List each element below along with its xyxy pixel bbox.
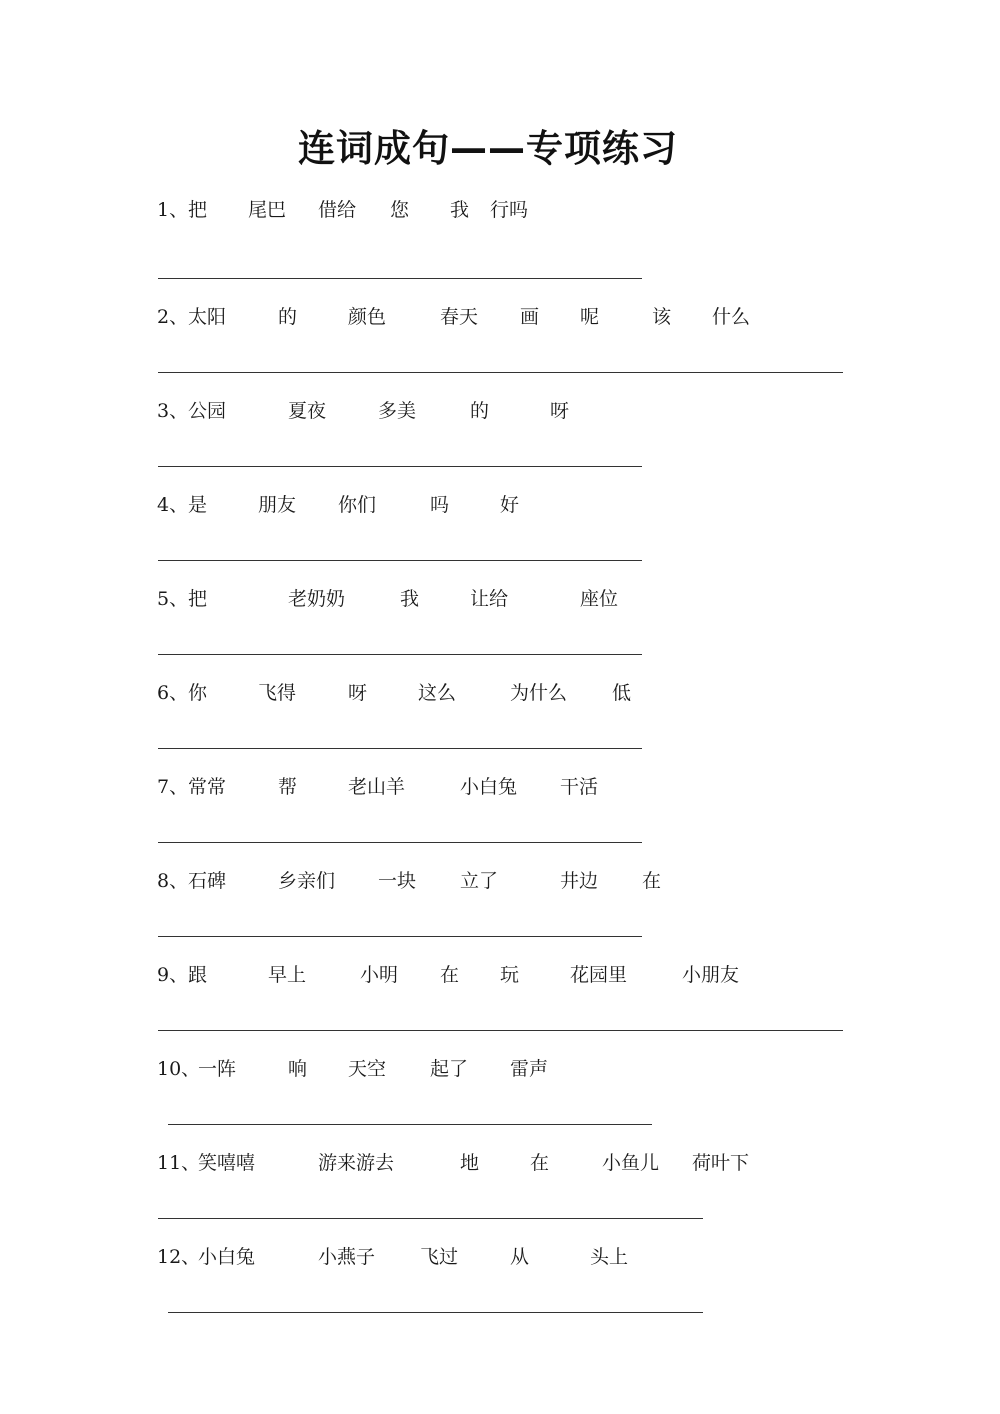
word-card: 飞过 (420, 1246, 459, 1268)
word-card: 跟 (188, 964, 208, 986)
answer-line-4[interactable] (158, 560, 642, 561)
question-11 (0, 1148, 1000, 1178)
word-card: 头上 (590, 1246, 629, 1268)
word-card: 这么 (418, 682, 457, 704)
word-card: 太阳 (188, 306, 227, 328)
question-8 (0, 866, 1000, 896)
word-card: 你们 (338, 494, 377, 516)
word-card: 的 (470, 400, 490, 422)
word-card: 飞得 (258, 682, 297, 704)
word-card: 小白兔 (198, 1246, 256, 1268)
word-card: 小燕子 (318, 1246, 376, 1268)
question-number: 2、 (157, 306, 189, 328)
question-7 (0, 772, 1000, 802)
question-4 (0, 490, 1000, 520)
word-card: 起了 (430, 1058, 469, 1080)
question-9 (0, 960, 1000, 990)
word-card: 颜色 (348, 306, 387, 328)
question-number: 5、 (157, 588, 189, 610)
question-number: 7、 (157, 776, 189, 798)
word-card: 在 (642, 870, 662, 892)
word-card: 笑嘻嘻 (198, 1152, 256, 1174)
word-card: 干活 (560, 776, 599, 798)
word-card: 把 (188, 199, 208, 221)
answer-line-11[interactable] (158, 1218, 703, 1219)
word-card: 朋友 (258, 494, 297, 516)
answer-line-6[interactable] (158, 748, 642, 749)
question-number: 10、 (157, 1058, 201, 1080)
answer-line-5[interactable] (158, 654, 642, 655)
answer-line-12[interactable] (168, 1312, 703, 1313)
word-card: 公园 (188, 400, 227, 422)
question-number: 8、 (157, 870, 189, 892)
question-6 (0, 678, 1000, 708)
word-card: 一块 (378, 870, 417, 892)
word-card: 让给 (470, 588, 509, 610)
word-card: 好 (500, 494, 520, 516)
word-card: 的 (278, 306, 298, 328)
word-card: 游来游去 (318, 1152, 395, 1174)
word-card: 吗 (430, 494, 450, 516)
word-card: 座位 (580, 588, 619, 610)
word-card: 老山羊 (348, 776, 406, 798)
question-number: 4、 (157, 494, 189, 516)
word-card: 为什么 (510, 682, 568, 704)
question-number: 12、 (157, 1246, 201, 1268)
word-card: 在 (440, 964, 460, 986)
answer-line-8[interactable] (158, 936, 642, 937)
worksheet-title: 连词成句——专项练习 (298, 127, 678, 170)
question-5 (0, 584, 1000, 614)
word-card: 响 (288, 1058, 308, 1080)
word-card: 石碑 (188, 870, 227, 892)
answer-line-7[interactable] (158, 842, 642, 843)
answer-line-1[interactable] (158, 278, 642, 279)
word-card: 呀 (348, 682, 368, 704)
answer-line-3[interactable] (158, 466, 642, 467)
word-card: 低 (612, 682, 632, 704)
question-12 (0, 1242, 1000, 1272)
word-card: 地 (460, 1152, 480, 1174)
word-card: 花园里 (570, 964, 628, 986)
question-number: 11、 (157, 1152, 201, 1174)
question-10 (0, 1054, 1000, 1084)
word-card: 玩 (500, 964, 520, 986)
word-card: 是 (188, 494, 208, 516)
question-number: 3、 (157, 400, 189, 422)
question-number: 1、 (157, 199, 189, 221)
question-number: 6、 (157, 682, 189, 704)
word-card: 早上 (268, 964, 307, 986)
word-card: 一阵 (198, 1058, 237, 1080)
word-card: 春天 (440, 306, 479, 328)
question-number: 9、 (157, 964, 189, 986)
word-card: 我 (400, 588, 420, 610)
word-card: 我 (450, 199, 470, 221)
word-card: 该 (652, 306, 672, 328)
word-card: 荷叶下 (692, 1152, 750, 1174)
word-card: 老奶奶 (288, 588, 346, 610)
word-card: 井边 (560, 870, 599, 892)
word-card: 你 (188, 682, 208, 704)
word-card: 小鱼儿 (602, 1152, 660, 1174)
word-card: 什么 (712, 306, 751, 328)
word-card: 夏夜 (288, 400, 327, 422)
word-card: 帮 (278, 776, 298, 798)
word-card: 呢 (580, 306, 600, 328)
answer-line-10[interactable] (168, 1124, 652, 1125)
question-3 (0, 396, 1000, 426)
word-card: 尾巴 (248, 199, 287, 221)
word-card: 呀 (550, 400, 570, 422)
word-card: 您 (390, 199, 410, 221)
word-card: 常常 (188, 776, 227, 798)
word-card: 小明 (360, 964, 399, 986)
question-1 (0, 195, 1000, 225)
word-card: 多美 (378, 400, 417, 422)
word-card: 天空 (348, 1058, 387, 1080)
word-card: 借给 (318, 199, 357, 221)
word-card: 在 (530, 1152, 550, 1174)
word-card: 画 (520, 306, 540, 328)
word-card: 立了 (460, 870, 499, 892)
answer-line-9[interactable] (158, 1030, 843, 1031)
word-card: 乡亲们 (278, 870, 336, 892)
answer-line-2[interactable] (158, 372, 843, 373)
word-card: 小朋友 (682, 964, 740, 986)
question-2 (0, 302, 1000, 332)
word-card: 从 (510, 1246, 530, 1268)
word-card: 行吗 (490, 199, 529, 221)
word-card: 小白兔 (460, 776, 518, 798)
word-card: 雷声 (510, 1058, 549, 1080)
word-card: 把 (188, 588, 208, 610)
